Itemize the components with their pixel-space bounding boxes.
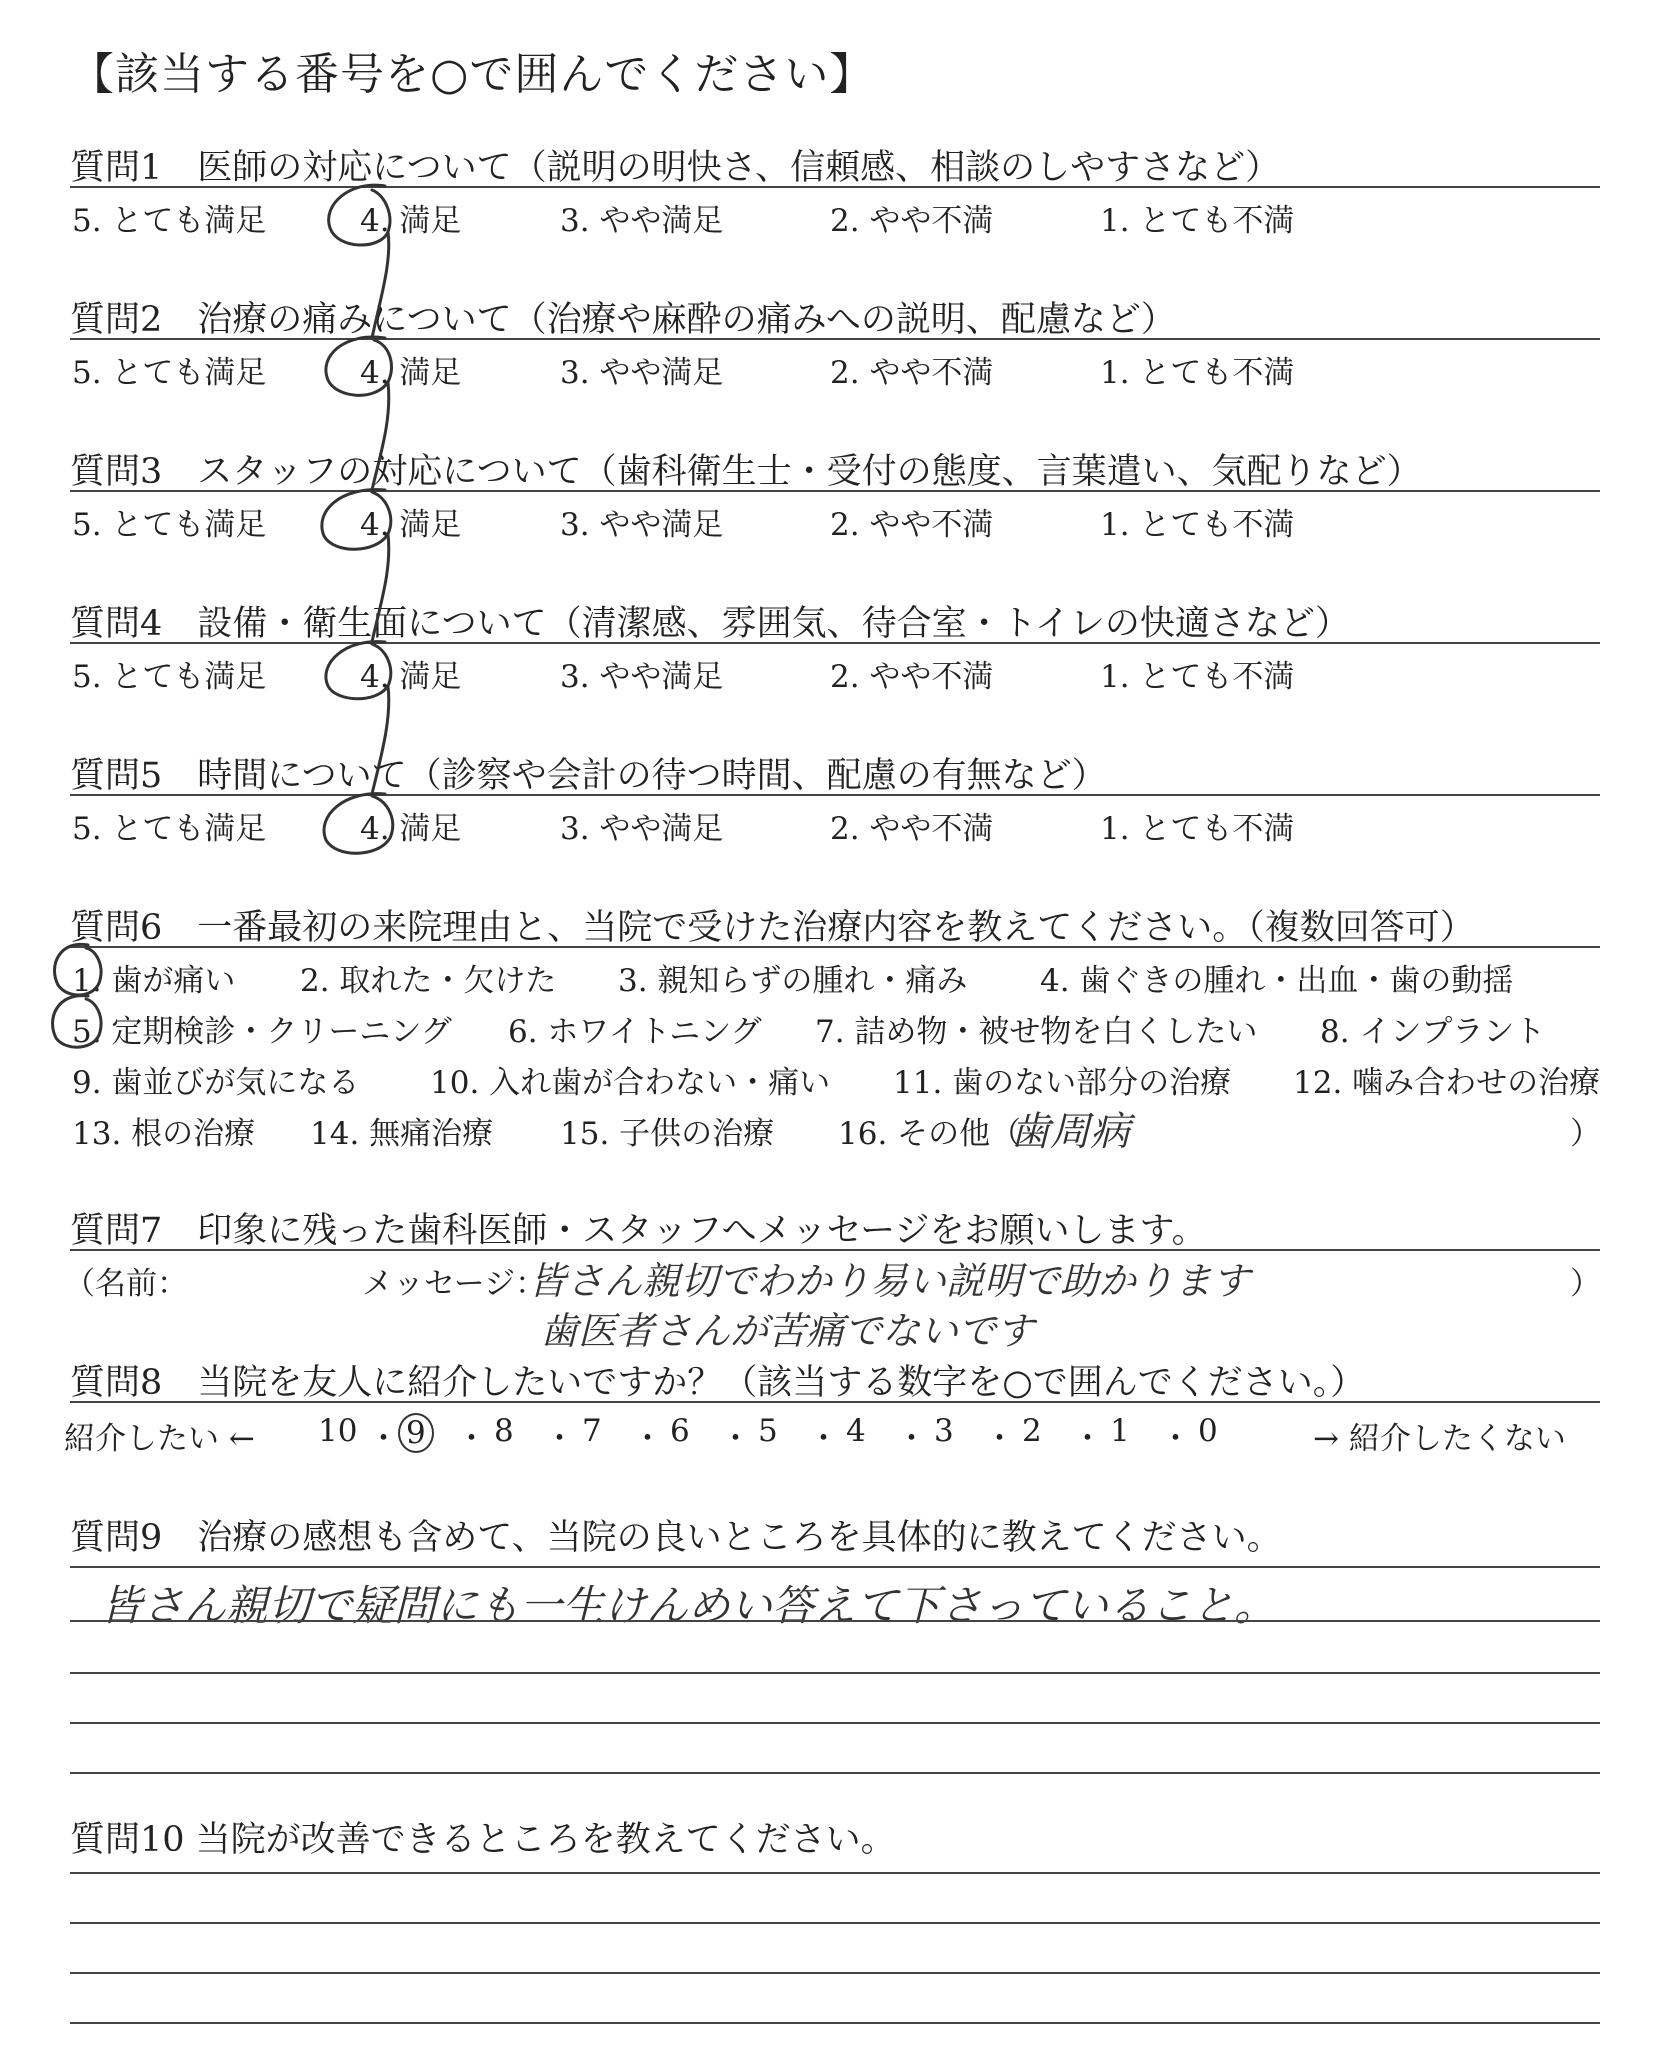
reason-option[interactable]: 5. 定期検診・クリーニング xyxy=(72,1014,452,1050)
option-4[interactable]: 4. 満足 xyxy=(360,203,462,239)
name-label: （名前： xyxy=(64,1266,188,1302)
selection-circle xyxy=(55,944,102,995)
option-5[interactable]: 5. とても満足 xyxy=(72,203,267,239)
scale-left-label: 紹介したい ← xyxy=(64,1421,255,1457)
scale-number[interactable]: 10 xyxy=(318,1413,358,1449)
message-label: メッセージ： xyxy=(362,1266,547,1302)
reason-option-other[interactable]: 16. その他（ xyxy=(838,1116,1022,1152)
scale-separator: ・ xyxy=(720,1421,751,1457)
close-paren: ） xyxy=(1570,1266,1601,1302)
option-4[interactable]: 4. 満足 xyxy=(360,507,462,543)
reason-option[interactable]: 13. 根の治療 xyxy=(72,1116,256,1152)
reason-option[interactable]: 6. ホワイトニング xyxy=(508,1014,762,1050)
option-5[interactable]: 5. とても満足 xyxy=(72,355,267,391)
option-5[interactable]: 5. とても満足 xyxy=(72,811,267,847)
message-line-1[interactable]: 皆さん親切でわかり易い説明で助かります xyxy=(528,1259,1251,1303)
message-line-2[interactable]: 歯医者さんが苦痛でないです xyxy=(540,1309,1035,1353)
close-paren: ） xyxy=(1570,1116,1601,1152)
scale-separator: ・ xyxy=(456,1421,487,1457)
scale-separator: ・ xyxy=(808,1421,839,1457)
reason-option[interactable]: 2. 取れた・欠けた xyxy=(300,963,557,999)
reason-option[interactable]: 3. 親知らずの腫れ・痛み xyxy=(618,963,968,999)
reason-option[interactable]: 15. 子供の治療 xyxy=(560,1116,775,1152)
option-1[interactable]: 1. とても不満 xyxy=(1100,659,1295,695)
option-2[interactable]: 2. やや不満 xyxy=(830,659,994,695)
reason-option[interactable]: 1. 歯が痛い xyxy=(72,963,236,999)
option-3[interactable]: 3. やや満足 xyxy=(560,659,724,695)
selection-circle xyxy=(53,996,102,1048)
selection-circle xyxy=(326,642,391,699)
reason-option[interactable]: 8. インプラント xyxy=(1320,1014,1546,1050)
other-answer[interactable]: 歯周病 xyxy=(1010,1109,1130,1155)
option-2[interactable]: 2. やや不満 xyxy=(830,355,994,391)
scale-number[interactable]: 3 xyxy=(934,1413,954,1449)
scale-number[interactable]: 8 xyxy=(494,1413,514,1449)
scale-separator: ・ xyxy=(896,1421,927,1457)
scale-separator: ・ xyxy=(1160,1421,1191,1457)
scale-number[interactable]: 0 xyxy=(1198,1413,1218,1449)
scale-separator: ・ xyxy=(544,1421,575,1457)
q9-answer[interactable]: 皆さん親切で疑問にも一生けんめい答えて下さっていること。 xyxy=(100,1581,1277,1630)
option-2[interactable]: 2. やや不満 xyxy=(830,507,994,543)
option-5[interactable]: 5. とても満足 xyxy=(72,659,267,695)
scale-separator: ・ xyxy=(368,1421,399,1457)
selection-circle xyxy=(329,185,390,245)
option-5[interactable]: 5. とても満足 xyxy=(72,507,267,543)
reason-option[interactable]: 10. 入れ歯が合わない・痛い xyxy=(430,1065,831,1101)
reason-option[interactable]: 9. 歯並びが気になる xyxy=(72,1065,360,1101)
option-3[interactable]: 3. やや満足 xyxy=(560,811,724,847)
pen-stroke xyxy=(372,232,389,794)
option-1[interactable]: 1. とても不満 xyxy=(1100,203,1295,239)
option-3[interactable]: 3. やや満足 xyxy=(560,355,724,391)
scale-number[interactable]: 1 xyxy=(1110,1413,1130,1449)
scale-number[interactable]: 9 xyxy=(398,1413,434,1453)
option-1[interactable]: 1. とても不満 xyxy=(1100,811,1295,847)
scale-separator: ・ xyxy=(632,1421,663,1457)
question-5-label: 質問5 時間について（診察や会計の待つ時間、配慮の有無など） xyxy=(70,756,1107,796)
scale-number[interactable]: 2 xyxy=(1022,1413,1042,1449)
scale-separator: ・ xyxy=(984,1421,1015,1457)
question-4-label: 質問4 設備・衛生面について（清潔感、雰囲気、待合室・トイレの快適さなど） xyxy=(70,604,1350,644)
option-1[interactable]: 1. とても不満 xyxy=(1100,355,1295,391)
option-2[interactable]: 2. やや不満 xyxy=(830,811,994,847)
page-title: 【該当する番号を○で囲んでください】 xyxy=(70,49,875,100)
question-6-label: 質問6 一番最初の来院理由と、当院で受けた治療内容を教えてください。（複数回答可） xyxy=(70,908,1475,948)
scale-separator: ・ xyxy=(1072,1421,1103,1457)
question-1-label: 質問1 医師の対応について（説明の明快さ、信頼感、相談のしやすさなど） xyxy=(70,148,1281,188)
option-1[interactable]: 1. とても不満 xyxy=(1100,507,1295,543)
question-8-label: 質問8 当院を友人に紹介したいですか？（該当する数字を○で囲んでください。） xyxy=(70,1363,1366,1403)
reason-option[interactable]: 11. 歯のない部分の治療 xyxy=(893,1065,1232,1101)
selection-circle xyxy=(324,794,393,854)
option-2[interactable]: 2. やや不満 xyxy=(830,203,994,239)
selection-circle xyxy=(322,490,391,550)
reason-option[interactable]: 7. 詰め物・被せ物を白くしたい xyxy=(815,1014,1258,1050)
question-2-label: 質問2 治療の痛みについて（治療や麻酔の痛みへの説明、配慮など） xyxy=(70,300,1176,340)
scale-number[interactable]: 5 xyxy=(758,1413,778,1449)
reason-option[interactable]: 14. 無痛治療 xyxy=(310,1116,494,1152)
scale-right-label: → 紹介したくない xyxy=(1313,1421,1566,1457)
option-4[interactable]: 4. 満足 xyxy=(360,811,462,847)
question-7-label: 質問7 印象に残った歯科医師・スタッフへメッセージをお願いします。 xyxy=(70,1211,1207,1251)
scale-number[interactable]: 7 xyxy=(582,1413,602,1449)
option-3[interactable]: 3. やや満足 xyxy=(560,203,724,239)
scale-number[interactable]: 4 xyxy=(846,1413,866,1449)
option-4[interactable]: 4. 満足 xyxy=(360,659,462,695)
option-3[interactable]: 3. やや満足 xyxy=(560,507,724,543)
scale-number[interactable]: 6 xyxy=(670,1413,690,1449)
question-3-label: 質問3 スタッフの対応について（歯科衛生士・受付の態度、言葉遣い、気配りなど） xyxy=(70,452,1422,492)
option-4[interactable]: 4. 満足 xyxy=(360,355,462,391)
question-10-label: 質問10 当院が改善できるところを教えてください。 xyxy=(70,1820,896,1860)
selection-circle xyxy=(326,337,392,395)
question-9-label: 質問9 治療の感想も含めて、当院の良いところを具体的に教えてください。 xyxy=(70,1518,1282,1558)
reason-option[interactable]: 12. 噛み合わせの治療 xyxy=(1293,1065,1601,1101)
reason-option[interactable]: 4. 歯ぐきの腫れ・出血・歯の動揺 xyxy=(1040,963,1514,999)
